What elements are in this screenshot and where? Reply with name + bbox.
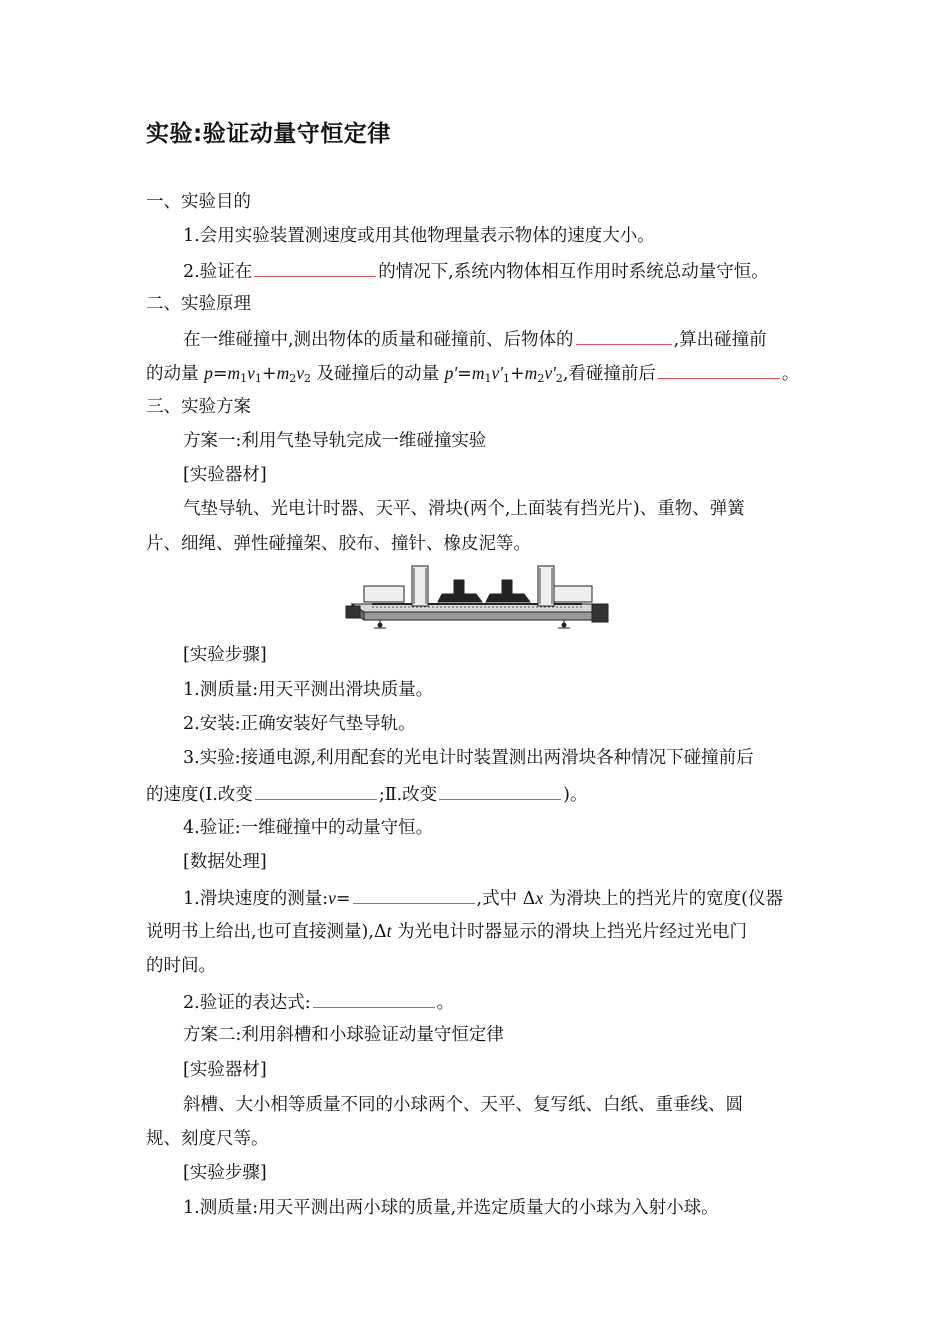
page-title: 实验:验证动量守恒定律 (146, 121, 391, 147)
plan-2-step-1: 1.测质量:用天平测出两小球的质量,并选定质量大的小球为入射小球。 (183, 1198, 719, 1218)
formula-momentum-before: $p=m_1v_1+m_2v_2$ (204, 363, 312, 385)
step-3-line-1: 3.实验:接通电源,利用配套的光电计时装置测出两滑块各种情况下碰撞前后 (183, 748, 754, 768)
step-4: 4.验证:一维碰撞中的动量守恒。 (183, 818, 434, 838)
plan-2-heading: 方案二:利用斜槽和小球验证动量守恒定律 (183, 1025, 504, 1045)
principle-para-line-1: 在一维碰撞中,测出物体的质量和碰撞前、后物体的 ,算出碰撞前 (183, 326, 767, 352)
answer-blank[interactable] (313, 989, 435, 1008)
answer-blank[interactable] (658, 360, 780, 379)
answer-blank[interactable] (254, 258, 376, 277)
formula-v: v= (328, 888, 351, 909)
step-2: 2.安装:正确安装好气垫导轨。 (183, 714, 416, 734)
data-line-3: 的时间。 (146, 956, 216, 976)
equipment-2-heading: [实验器材] (183, 1060, 267, 1080)
equipment-line-1: 气垫导轨、光电计时器、天平、滑块(两个,上面装有挡光片)、重物、弹簧 (183, 499, 745, 519)
equipment-2-line-2: 规、刻度尺等。 (146, 1129, 269, 1149)
section-heading-plan: 三、实验方案 (146, 397, 251, 417)
equipment-heading: [实验器材] (183, 465, 267, 485)
step-1: 1.测质量:用天平测出滑块质量。 (183, 680, 434, 700)
equipment-2-line-1: 斜槽、大小相等质量不同的小球两个、天平、复写纸、白纸、重垂线、圆 (183, 1095, 743, 1115)
data-line-4: 2.验证的表达式: 。 (183, 989, 454, 1015)
answer-blank[interactable] (439, 781, 561, 800)
air-track-figure (342, 560, 612, 632)
step-3-line-2: 的速度(Ⅰ.改变 ;Ⅱ.改变 )。 (146, 781, 588, 807)
purpose-item-2: 2.验证在 的情况下,系统内物体相互作用时系统总动量守恒。 (183, 258, 769, 284)
data-processing-heading: [数据处理] (183, 852, 267, 872)
answer-blank[interactable] (353, 885, 475, 904)
section-heading-principle: 二、实验原理 (146, 294, 251, 314)
principle-para-line-2: 的动量 $p=m_1v_1+m_2v_2$ 及碰撞后的动量 $p'=m_1v'_1+m_2v'_2$,看碰撞前后 。 (146, 360, 799, 391)
data-line-2: 说明书上给出,也可直接测量),Δt 为光电计时器显示的滑块上挡光片经过光电门 (146, 921, 748, 942)
steps-heading: [实验步骤] (183, 645, 267, 665)
formula-momentum-after: $p'=m_1v'_1+m_2v'_2$ (444, 363, 563, 385)
purpose-item-1: 1.会用实验装置测速度或用其他物理量表示物体的速度大小。 (183, 226, 655, 246)
section-heading-purpose: 一、实验目的 (146, 192, 251, 212)
equipment-line-2: 片、细绳、弹性碰撞架、胶布、撞针、橡皮泥等。 (146, 534, 531, 554)
data-line-1: 1.滑块速度的测量:v= ,式中 Δx 为滑块上的挡光片的宽度(仪器 (183, 885, 783, 911)
steps-2-heading: [实验步骤] (183, 1163, 267, 1183)
answer-blank[interactable] (255, 781, 377, 800)
plan-1-heading: 方案一:利用气垫导轨完成一维碰撞实验 (183, 431, 487, 451)
answer-blank[interactable] (576, 326, 672, 345)
